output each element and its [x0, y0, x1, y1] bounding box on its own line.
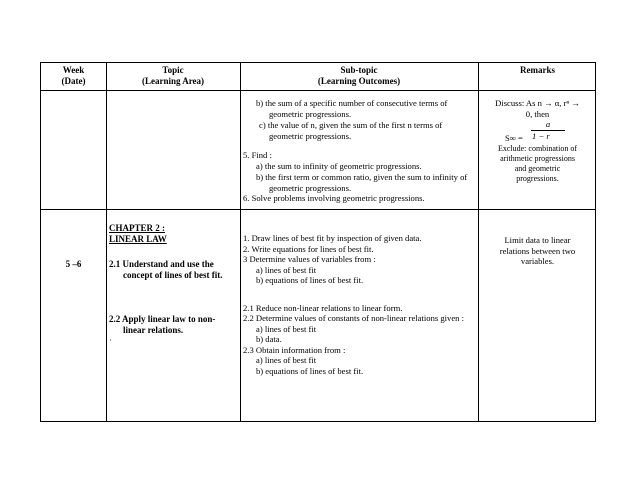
subtopic-line: 1. Draw lines of best fit by inspection of given data.	[243, 233, 422, 243]
col-divider	[240, 63, 241, 421]
week-number: 5 –6	[65, 259, 82, 269]
subtopic-line: 2.1 Reduce non-linear relations to linear form.	[243, 303, 403, 313]
topic-2-1: 2.1 Understand and use the	[109, 259, 214, 269]
remarks-linear: Limit data to linear relations between two variables.	[499, 235, 576, 266]
subtopic-line: 2.3 Obtain information from :	[243, 345, 346, 355]
chapter-title: LINEAR LAW	[109, 234, 167, 244]
subtopic-line: a) lines of best fit	[256, 265, 317, 275]
subtopic-line: 6. Solve problems involving geometric progressions.	[243, 193, 425, 203]
formula-numerator: a	[545, 119, 551, 129]
formula-denominator: 1 − r	[532, 131, 550, 141]
subtopic-line: 2. Write equations for lines of best fit.	[243, 244, 374, 254]
remarks-discuss-then: 0, then	[525, 109, 550, 119]
header-topic: Topic (Learning Area)	[141, 65, 205, 86]
row-divider	[41, 90, 595, 91]
chapter-number: CHAPTER 2 :	[109, 223, 165, 233]
subtopic-line: geometric progressions.	[269, 131, 352, 141]
col-divider	[106, 63, 107, 421]
stray-dot: ·	[109, 335, 112, 345]
subtopic-line: b) the sum of a specific number of consecutive terms of	[256, 98, 448, 108]
syllabus-table	[40, 62, 596, 422]
topic-2-2: 2.2 Apply linear law to non-	[109, 314, 216, 324]
subtopic-line: geometric progressions.	[269, 183, 352, 193]
subtopic-line: c) the value of n, given the sum of the first n terms of	[259, 120, 443, 130]
subtopic-line: a) lines of best fit	[256, 355, 317, 365]
topic-2-1-cont: concept of lines of best fit.	[123, 270, 223, 280]
subtopic-line: b) equations of lines of best fit.	[256, 366, 364, 376]
subtopic-line: geometric progressions.	[269, 109, 352, 119]
remarks-discuss: Discuss: As n → α, rⁿ →	[495, 98, 580, 108]
subtopic-line: a) lines of best fit	[256, 324, 317, 334]
header-subtopic: Sub-topic (Learning Outcomes)	[317, 65, 401, 86]
subtopic-line: a) the sum to infinity of geometric progressions.	[256, 161, 422, 171]
remarks-exclude: Exclude: combination of arithmetic progressions and geometric progressions.	[497, 144, 578, 183]
header-week: Week (Date)	[61, 65, 86, 86]
subtopic-line: 2.2 Determine values of constants of non-linear relations given :	[243, 313, 464, 323]
subtopic-line: b) the first term or common ratio, given the sum to infinity of	[256, 172, 468, 182]
subtopic-line: 3 Determine values of variables from :	[243, 254, 376, 264]
subtopic-line: 5. Find :	[243, 150, 272, 160]
header-remarks: Remarks	[520, 65, 555, 75]
subtopic-line: b) equations of lines of best fit.	[256, 275, 364, 285]
subtopic-line: b) data.	[256, 334, 282, 344]
topic-2-2-cont: linear relations.	[123, 325, 184, 335]
formula-s-infinity: S∞ =	[505, 133, 523, 143]
row-divider	[41, 209, 595, 210]
